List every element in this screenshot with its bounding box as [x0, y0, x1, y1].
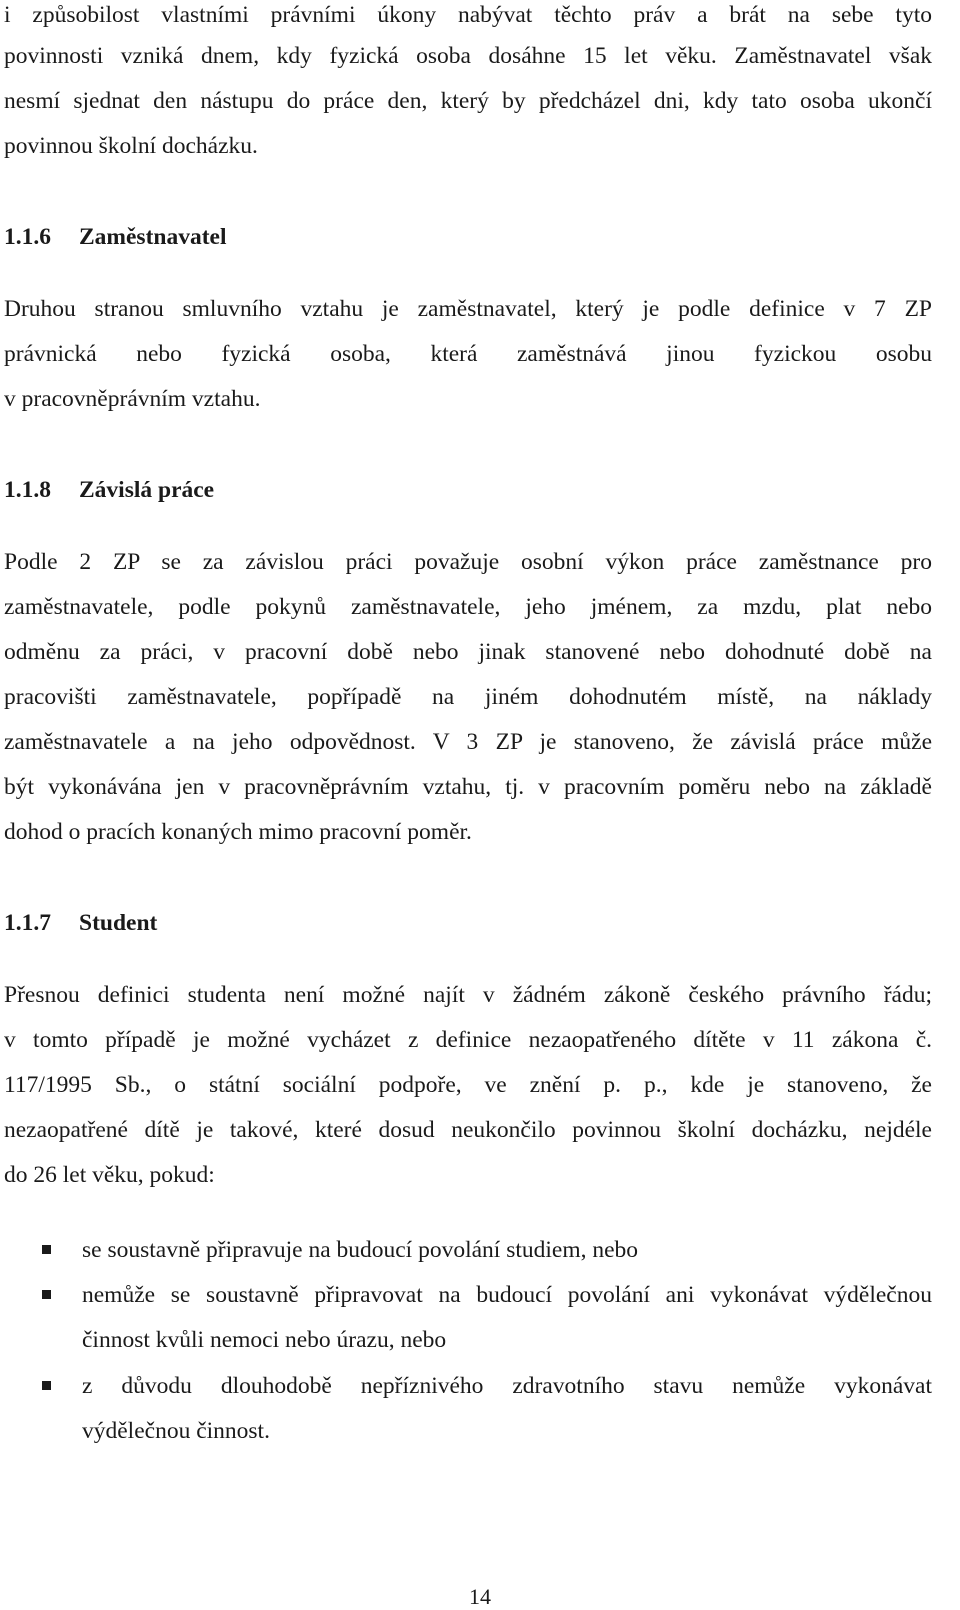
paragraph-line: nezaopatřené dítě je takové, které dosud neukončilo povinnou školní docházku, nejdéle	[4, 1117, 932, 1143]
paragraph-line: dohod o pracích konaných mimo pracovní poměr.	[4, 819, 472, 845]
section-title: Závislá práce	[79, 477, 215, 503]
paragraph-line: do 26 let věku, pokud:	[4, 1162, 215, 1188]
paragraph-line: odměnu za práci, v pracovní době nebo jinak stanovené nebo dohodnuté době na	[4, 639, 932, 665]
section-number: 1.1.8	[4, 477, 51, 503]
section-number: 1.1.6	[4, 224, 51, 250]
section-heading	[4, 222, 932, 252]
paragraph-line: nesmí sjednat den nástupu do práce den, který by předcházel dni, kdy tato osoba ukončí	[4, 88, 932, 114]
paragraph-line: Druhou stranou smluvního vztahu je zaměstnavatel, který je podle definice v 7 ZP	[4, 296, 932, 322]
square-bullet-icon	[42, 1290, 51, 1299]
list-item-continuation: výdělečnou činnost.	[82, 1418, 270, 1444]
list-item: z důvodu dlouhodobě nepříznivého zdravotního stavu nemůže vykonávat	[82, 1373, 932, 1399]
section-heading	[4, 908, 932, 938]
paragraph-line: zaměstnavatele a na jeho odpovědnost. V 3 ZP je stanoveno, že závislá práce může	[4, 729, 932, 755]
paragraph-line: i způsobilost vlastními právními úkony nabývat těchto práv a brát na sebe tyto	[4, 2, 932, 28]
page-number: 14	[469, 1584, 491, 1609]
paragraph-line: 117/1995 Sb., o státní sociální podpoře, ve znění p. p., kde je stanoveno, že	[4, 1072, 932, 1098]
section-title: Student	[79, 910, 158, 936]
paragraph-line: být vykonávána jen v pracovněprávním vztahu, tj. v pracovním poměru nebo na základě	[4, 774, 932, 800]
section-heading	[4, 475, 932, 505]
list-item: se soustavně připravuje na budoucí povolání studiem, nebo	[82, 1237, 639, 1263]
square-bullet-icon	[42, 1245, 51, 1254]
paragraph-line: Podle 2 ZP se za závislou práci považuje osobní výkon práce zaměstnance pro	[4, 549, 932, 575]
section-number: 1.1.7	[4, 910, 51, 936]
paragraph-line: povinnou školní docházku.	[4, 133, 258, 159]
list-item-continuation: činnost kvůli nemoci nebo úrazu, nebo	[82, 1327, 447, 1353]
paragraph-line: Přesnou definici studenta není možné najít v žádném zákoně českého právního řádu;	[4, 982, 932, 1008]
paragraph-line: v pracovněprávním vztahu.	[4, 386, 261, 412]
square-bullet-icon	[42, 1381, 51, 1390]
paragraph-line: v tomto případě je možné vycházet z definice nezaopatřeného dítěte v 11 zákona č.	[4, 1027, 932, 1053]
section-title: Zaměstnavatel	[79, 224, 227, 250]
paragraph-line: pracovišti zaměstnavatele, popřípadě na jiném dohodnutém místě, na náklady	[4, 684, 932, 710]
paragraph-line: právnická nebo fyzická osoba, která zaměstnává jinou fyzickou osobu	[4, 341, 932, 367]
paragraph-line: zaměstnavatele, podle pokynů zaměstnavatele, jeho jménem, za mzdu, plat nebo	[4, 594, 932, 620]
paragraph-line: povinnosti vzniká dnem, kdy fyzická osoba dosáhne 15 let věku. Zaměstnavatel však	[4, 43, 932, 69]
list-item: nemůže se soustavně připravovat na budoucí povolání ani vykonávat výdělečnou	[82, 1282, 932, 1308]
